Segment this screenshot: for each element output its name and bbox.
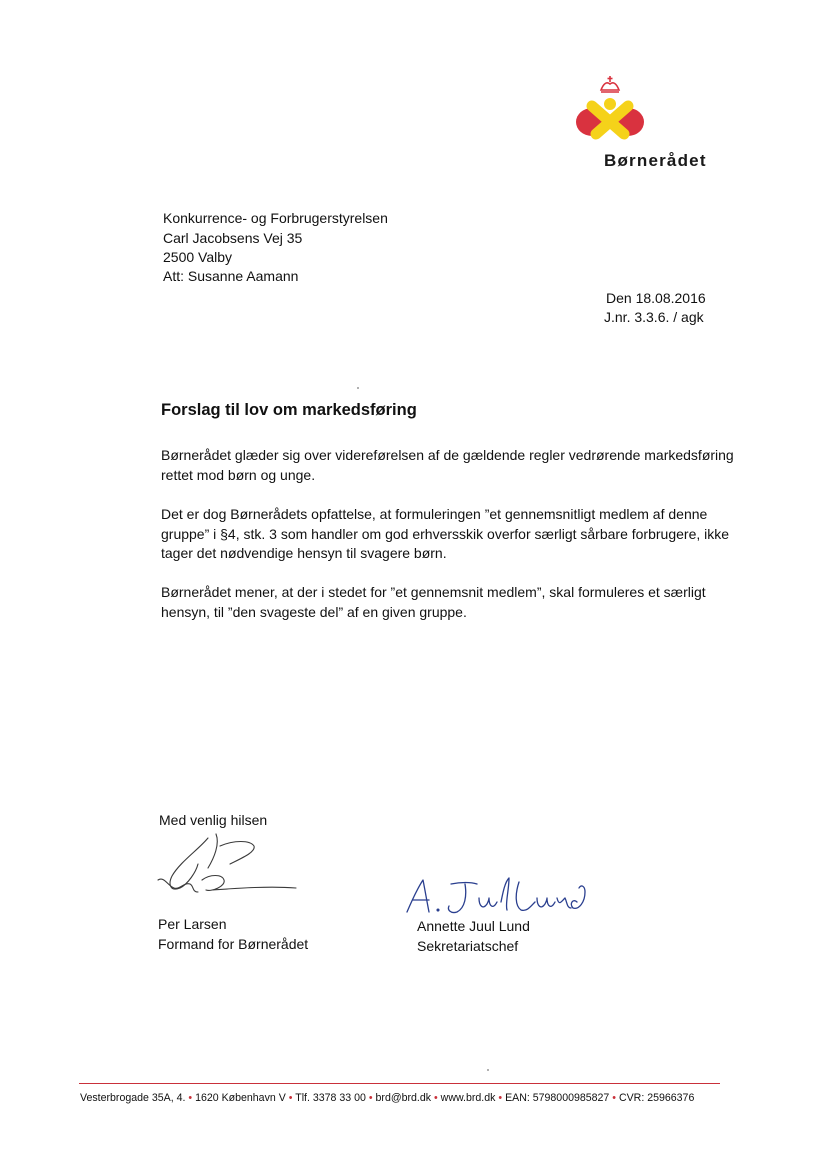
footer-cvr: CVR: 25966376 <box>618 1092 695 1104</box>
signer-name: Per Larsen <box>158 916 227 932</box>
footer-separator: • <box>288 1092 293 1104</box>
letter-subject: Forslag til lov om markedsføring <box>161 401 417 419</box>
body-line: Børnerådet glæder sig over videreførelsen af de gældende regler vedrørende markedsføring <box>161 447 734 463</box>
body-paragraph <box>161 446 734 485</box>
footer-separator: • <box>434 1092 438 1104</box>
handwritten-signature-icon <box>150 830 310 902</box>
scan-speck <box>357 387 359 389</box>
crown-x-logo-icon <box>570 72 650 144</box>
footer-contact-line <box>80 1092 694 1104</box>
body-line: Det er dog Børnerådets opfattelse, at formuleringen ”et gennemsnitligt medlem af denne <box>161 506 708 522</box>
footer-rule <box>79 1083 720 1084</box>
scan-speck <box>487 1069 489 1071</box>
footer-email[interactable]: brd@brd.dk <box>375 1092 432 1104</box>
recipient-line: Carl Jacobsens Vej 35 <box>163 230 303 246</box>
footer-ean: EAN: 5798000985827 <box>505 1092 610 1104</box>
body-line: rettet mod børn og unge. <box>161 466 316 483</box>
footer-phone: Tlf. 3378 33 00 <box>295 1092 366 1104</box>
body-line: gruppe” i §4, stk. 3 som handler om god erhversskik overfor særligt sårbare forbrugere, ikke <box>161 525 730 542</box>
footer-city: 1620 København V <box>195 1092 286 1104</box>
recipient-line: Konkurrence- og Forbrugerstyrelsen <box>163 210 388 226</box>
signer-name: Annette Juul Lund <box>417 918 530 934</box>
footer-separator: • <box>612 1092 616 1104</box>
signer-title: Sekretariatschef <box>417 938 519 954</box>
footer-address: Vesterbrogade 35A, 4. <box>80 1092 186 1104</box>
footer-web[interactable]: www.brd.dk <box>440 1092 496 1104</box>
recipient-line: Att: Susanne Aamann <box>163 268 299 284</box>
journal-number: J.nr. 3.3.6. / agk <box>604 309 704 325</box>
body-paragraph <box>161 505 730 564</box>
body-line: hensyn, til ”den svageste del” af en given gruppe. <box>161 603 467 620</box>
letter-date: Den 18.08.2016 <box>606 290 706 306</box>
signer-title: Formand for Børnerådet <box>158 936 309 952</box>
recipient-line: 2500 Valby <box>163 249 233 265</box>
body-line: tager det nødvendige hensyn til svagere børn. <box>161 545 447 561</box>
brand-name: Børnerådet <box>604 151 707 170</box>
footer-separator: • <box>498 1092 503 1104</box>
footer-separator: • <box>368 1092 373 1104</box>
footer-separator: • <box>188 1092 193 1104</box>
closing-greeting: Med venlig hilsen <box>159 812 268 828</box>
body-paragraph <box>161 583 721 622</box>
body-line: Børnerådet mener, at der i stedet for ”et gennemsnit medlem”, skal formuleres et særligt <box>161 584 706 600</box>
handwritten-signature-icon <box>405 872 595 922</box>
